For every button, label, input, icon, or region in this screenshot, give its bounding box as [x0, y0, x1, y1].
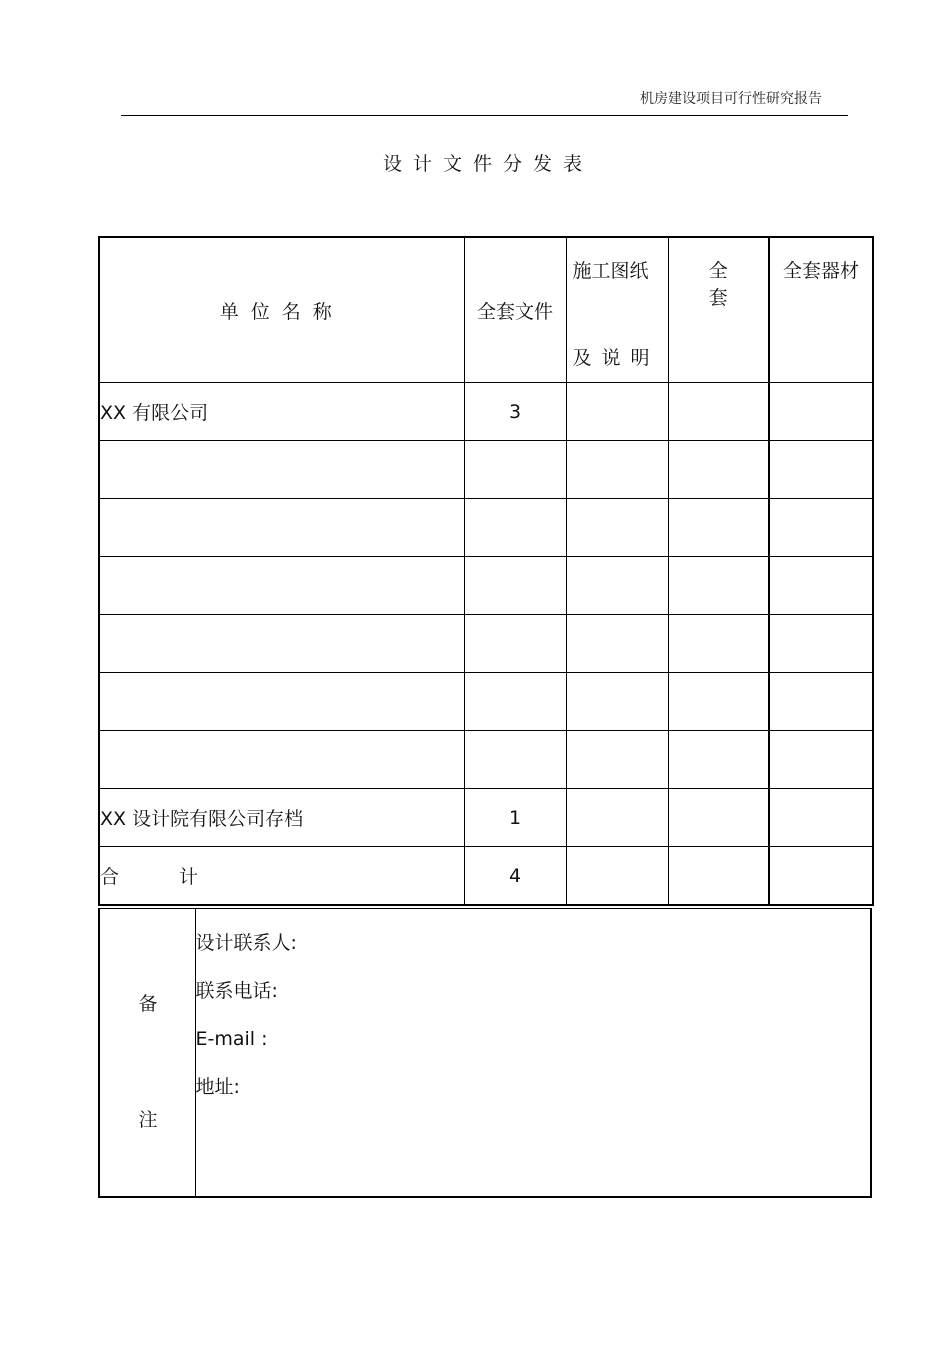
document-title: 设计文件分发表: [382, 153, 593, 175]
drawings-cell: [566, 441, 668, 499]
total-row: [99, 847, 873, 906]
table-row: [99, 731, 873, 789]
table-row: [99, 557, 873, 615]
full-docs-cell: [464, 731, 566, 789]
drawings-cell: [566, 789, 668, 847]
full-set-cell: [668, 499, 769, 557]
full-set-cell: [668, 673, 769, 731]
drawings-cell: [566, 615, 668, 673]
drawings-header-line1: 施工图纸: [572, 260, 649, 282]
full-docs-cell: [464, 499, 566, 557]
address-line: 地址:: [195, 1076, 240, 1098]
header-rule: [121, 115, 848, 116]
full-set-cell: [668, 383, 769, 441]
equipment-cell: [769, 383, 873, 441]
total-label-part2: 计: [179, 866, 199, 888]
contact-phone-line: 联系电话:: [195, 980, 278, 1002]
column-header-full-equipment: [769, 237, 873, 383]
unit-name-cell: XX 有限公司: [99, 383, 464, 441]
equipment-cell: [769, 499, 873, 557]
table-row: [99, 615, 873, 673]
full-docs-cell: 1: [464, 789, 566, 847]
full-set-cell: [668, 615, 769, 673]
drawings-cell: [566, 731, 668, 789]
full-docs-cell: [464, 441, 566, 499]
design-contact-line: 设计联系人:: [195, 932, 297, 954]
full-docs-cell: 3: [464, 383, 566, 441]
total-full-docs-cell: 4: [464, 847, 566, 906]
column-header-full-docs: 全套文件: [464, 237, 566, 383]
unit-name-cell: [99, 731, 464, 789]
total-label-part1: 合: [100, 866, 120, 888]
column-header-unit-name: 单位名称: [99, 237, 464, 383]
table-row: [99, 383, 873, 441]
drawings-header-line2: 及说明: [572, 347, 660, 369]
equipment-cell: [769, 557, 873, 615]
drawings-cell: [566, 383, 668, 441]
unit-name-cell: [99, 441, 464, 499]
full-docs-cell: [464, 673, 566, 731]
unit-name-cell: [99, 557, 464, 615]
total-drawings-cell: [566, 847, 668, 906]
table-row: [99, 789, 873, 847]
full-set-cell: [668, 441, 769, 499]
remarks-label-char1: 备: [138, 993, 158, 1015]
total-label-cell: [99, 847, 464, 906]
full-set-cell: [668, 557, 769, 615]
full-set-header-label: 全套: [708, 260, 750, 309]
full-equipment-header-label: 全套器材: [782, 260, 859, 282]
unit-name-cell: [99, 615, 464, 673]
equipment-cell: [769, 615, 873, 673]
table-header-row: [99, 237, 873, 383]
full-set-cell: [668, 731, 769, 789]
equipment-cell: [769, 441, 873, 499]
total-equipment-cell: [769, 847, 873, 906]
unit-name-cell: [99, 673, 464, 731]
table-row: [99, 673, 873, 731]
unit-name-cell: XX 设计院有限公司存档: [99, 789, 464, 847]
table-row: [99, 441, 873, 499]
remarks-content-cell: [195, 909, 871, 1198]
email-line: E-mail :: [195, 1028, 268, 1050]
remarks-label-char2: 注: [138, 1109, 158, 1131]
full-docs-cell: [464, 615, 566, 673]
remarks-table: [98, 908, 872, 1198]
drawings-cell: [566, 499, 668, 557]
equipment-cell: [769, 731, 873, 789]
full-set-cell: [668, 789, 769, 847]
distribution-table: [98, 236, 874, 906]
unit-name-cell: [99, 499, 464, 557]
total-full-set-cell: [668, 847, 769, 906]
drawings-cell: [566, 673, 668, 731]
remarks-label-cell: [99, 909, 195, 1198]
equipment-cell: [769, 789, 873, 847]
column-header-drawings: [566, 237, 668, 383]
drawings-cell: [566, 557, 668, 615]
column-header-full-set: [668, 237, 769, 383]
table-row: [99, 499, 873, 557]
equipment-cell: [769, 673, 873, 731]
full-docs-cell: [464, 557, 566, 615]
running-header: 机房建设项目可行性研究报告: [640, 91, 822, 107]
